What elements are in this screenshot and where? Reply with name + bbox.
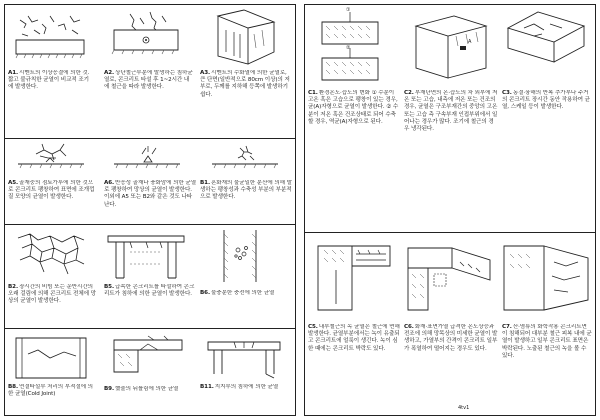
caption-text: 골재중의 점토가루에 의한 것으로 콘크리트 팽창하여 표면에 조개껍질 모양의 균열이 발생한다. (8, 180, 95, 201)
caption-code: C5. (308, 324, 318, 330)
caption-text: 혼화재의 불균일한 분산에 의해 발생하는 팽창성과 수축성 부분의 부분적으로 발생한다. (200, 180, 292, 201)
caption-text: 했줄의 뒤틀림에 의한 균열 (114, 386, 179, 392)
caption-code: A2. (104, 70, 115, 76)
figure-b9-formwork-distortion (108, 332, 188, 384)
caption-text: 산·염류의 화학작용 콘크리트면이 침해되어 대부분 철근 피복 내에 균열이 발생하고 일부 콘크리트 표면은 박락된다. 노출된 철근의 녹을 볼 수 있다. (502, 324, 592, 359)
figure-c6-fire-heating (404, 240, 494, 316)
caption-code: C7. (502, 324, 512, 330)
figure-c7-chemical-attack (500, 240, 592, 316)
caption-text: 급속한 콘크리트를 타설하여 콘크리트가 침하에 의한 균열이 발생한다. (104, 284, 195, 298)
caption-c7 (502, 324, 592, 412)
caption-text: 시멘트의 수화열에 의한 균열로, 큰 단면(일반적으로 80cm 이상)의 저부로, 두께를 지하해 등쪽에 발생하기 쉽다. (200, 70, 290, 98)
caption-b9 (104, 386, 198, 414)
caption-code: B5. (104, 284, 114, 290)
caption-code: B11. (200, 384, 214, 390)
caption-code: C3. (502, 90, 512, 96)
caption-code: A1. (8, 70, 19, 76)
figure-a5-popout-crack (16, 142, 86, 176)
left-divider-1 (4, 138, 296, 139)
figure-c5-rebar-corrosion (312, 240, 396, 316)
caption-a3 (200, 70, 292, 134)
figure-b1-nonuniform-admixture (210, 142, 280, 176)
figure-a6-reactive-aggregate (112, 142, 182, 176)
figure-c2-section-difference (410, 12, 490, 82)
caption-text: 내부철근의 녹 균열은 철근에 면해 발생한다. 균열부분에서는 녹이 유출되고 콘크리트에 얼룩이 생긴다. 녹이 심한 때에는 콘크리트 박락도 있다. (308, 324, 400, 352)
caption-c1 (308, 90, 400, 226)
caption-text: 화재·표면가열 급격한 온도상승과 전조에 의해 망목상의 미세한 균열이 발생하고, 가열부의 간격이 콘크리트 일부가 폭열하여 떨어지는 경우도 있다. (404, 324, 498, 352)
caption-a6 (104, 180, 196, 224)
left-divider-2 (4, 224, 296, 225)
marker-circle-2: ② (346, 45, 351, 51)
caption-code: A3. (200, 70, 211, 76)
caption-text: 불충분한 충전에 의한 균열 (210, 290, 275, 296)
figure-b6-insufficient-filling (218, 228, 262, 284)
figure-b2-mesh-crack (14, 230, 88, 278)
right-divider (304, 232, 596, 233)
caption-code: B8. (8, 384, 18, 390)
figure-b8-cold-joint (14, 334, 88, 382)
caption-b8 (8, 384, 98, 414)
caption-c2 (404, 90, 498, 226)
page-tag: 4tv1 (458, 405, 470, 411)
caption-code: C1. (308, 90, 318, 96)
left-divider-3 (4, 328, 296, 329)
figure-a2-settlement-crack (110, 10, 182, 62)
caption-c3 (502, 90, 592, 226)
figure-b11-support-settlement (204, 334, 284, 382)
caption-b11 (200, 384, 292, 414)
caption-a1 (8, 70, 94, 130)
caption-text: 지지부의 침하에 의한 균열 (214, 384, 279, 390)
marker-a: A (468, 39, 472, 45)
caption-code: C2. (404, 90, 414, 96)
caption-code: B9. (104, 386, 114, 392)
caption-code: B1. (200, 180, 210, 186)
caption-a5 (8, 180, 96, 224)
caption-text: 상단철근부분에 발생하는 침하균열로, 콘크리트 타설 후 1~2시간 내에 철근을 따라 발생한다. (104, 70, 193, 91)
caption-text: 장시간의 비빔 또는 운반시간의 오래 걸림에 의해 콘크리트 전체에 망상의 균열이 발생한다. (8, 284, 96, 305)
caption-text: 반응성 골재나 풍화암에 의한 균열로 팽창하여 망상의 균열이 발생한다. 이외에 A5 또는 B2와 같은 것도 나타난다. (104, 180, 196, 208)
caption-c5 (308, 324, 400, 412)
marker-circle-1: ① (346, 7, 351, 13)
caption-b1 (200, 180, 292, 224)
caption-text: 시멘트의 이상응결에 의한 것. 짧고 불규칙한 균열이 비교적 조기에 발생한다. (8, 70, 90, 91)
caption-code: A6. (104, 180, 115, 186)
caption-code: C6. (404, 324, 414, 330)
figure-b5-rapid-casting (106, 230, 186, 282)
caption-code: A5. (8, 180, 19, 186)
caption-text: 동결·융해의 반복 추가부나 주거의 콘크리트 장시간 동안 작용하여 균열, 스케일 등이 발생한다. (502, 90, 590, 111)
caption-text: 환경온도·습도의 변화 ① 수분이 고온 혹은 고습으로 팽창이 있는 경우, 균(A)자형으로 균열이 발생한다. ② 수분이 저온 혹은 건조상태로 되어 수축할 경우, 역균(A)자형으로 된다. (308, 90, 399, 125)
figure-a1-irregular-cracks (14, 10, 86, 60)
caption-b2 (8, 284, 98, 326)
caption-c6 (404, 324, 498, 406)
caption-b6 (200, 290, 292, 326)
caption-a2 (104, 70, 194, 130)
figure-a3-thermal-crack (204, 8, 284, 64)
caption-b5 (104, 284, 198, 326)
figure-c3-freeze-thaw (504, 8, 588, 64)
caption-text: 부재단면의 온·습도의 차 외부에 저온 또는 고습, 내측에 저온 또는 건조의 경우, 균열은 구조부재간의 중앙의 고온 또는 고습 측 구속부재 인접부위에서 일어나는 경우가 많다. 조기에 철근의 경우 냉각된다. (404, 90, 498, 133)
caption-text: 연결타설부 처리의 부적절에 의한 균열(Cold Joint) (8, 384, 93, 398)
caption-code: B6. (200, 290, 210, 296)
caption-code: B2. (8, 284, 18, 290)
